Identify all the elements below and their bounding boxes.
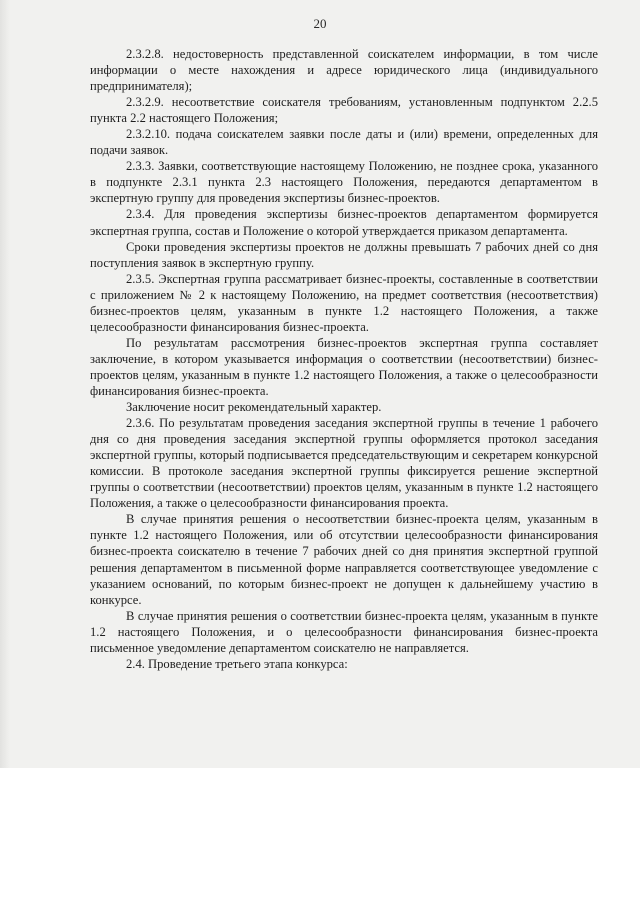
paragraph-2-3-5: 2.3.5. Экспертная группа рассматривает бизнес-проекты, составленные в соответствии с приложением № 2 к настоящему Положению, на предмет соответствия (несоответствия) бизнес-проектов целям, указанным в пункте 1.2 настоящего Положения, а также целесообразности финансирования бизнес-проекта. <box>90 271 598 334</box>
scan-edge-shadow <box>0 0 10 768</box>
page-number: 20 <box>313 16 327 31</box>
paragraph-2-3-4: 2.3.4. Для проведения экспертизы бизнес-проектов департаментом формируется экспертная группа, состав и Положение о которой утверждается приказом департамента. <box>90 207 598 238</box>
paragraph-rejection-case: В случае принятия решения о несоответствии бизнес-проекта целям, указанным в пункте 1.2 настоящего Положения, или об отсутствии целесообразности финансирования бизнес-проекта соискателю в течение 7 рабочих дней со дня принятия экспертной группой решения департаментом в письменной форме направляется соответствующее уведомление с указанием оснований, по которым бизнес-проект не допущен к дальнейшему участию в конкурсе. <box>90 512 598 607</box>
paragraph-2-3-2-9: 2.3.2.9. несоответствие соискателя требованиям, установленным подпунктом 2.2.5 пункта 2.2 настоящего Положения; <box>90 95 598 126</box>
paragraph-expert-conclusion: По результатам рассмотрения бизнес-проектов экспертная группа составляет заключение, в котором указывается информация о соответствии (несоответствии) бизнес-проектов целям, указанным в пункте 1.2 настоящего Положения, а также о целесообразности финансирования бизнес-проекта. <box>90 335 598 398</box>
paragraph-approval-case: В случае принятия решения о соответствии бизнес-проекта целям, указанным в пункте 1.2 настоящего Положения, и о целесообразности финансирования бизнес-проекта письменное уведомление департаментом соискателю не направляется. <box>90 608 598 655</box>
document-body <box>90 46 598 672</box>
paragraph-2-3-2-10: 2.3.2.10. подача соискателем заявки после даты и (или) времени, определенных для подачи заявок. <box>90 127 598 158</box>
paragraph-2-3-6: 2.3.6. По результатам проведения заседания экспертной группы в течение 1 рабочего дня со дня проведения заседания экспертной группы оформляется протокол заседания экспертной группы, который подписывается председательствующим и секретарем конкурсной комиссии. В протоколе заседания экспертной группы фиксируется решение экспертной группы о соответствии (несоответствии) проектов целям, указанным в пункте 1.2 настоящего Положения, а также о целесообразности финансирования проекта. <box>90 416 598 511</box>
paragraph-2-4: 2.4. Проведение третьего этапа конкурса: <box>126 656 348 671</box>
paragraph-expertise-deadline: Сроки проведения экспертизы проектов не должны превышать 7 рабочих дней со дня поступления заявок в экспертную группу. <box>90 239 598 270</box>
paragraph-2-3-2-8: 2.3.2.8. недостоверность представленной соискателем информации, в том числе информации о месте нахождения и адресе юридического лица (индивидуального предпринимателя); <box>90 47 598 94</box>
paragraph-recommendation-note: Заключение носит рекомендательный характер. <box>126 400 382 415</box>
paragraph-2-3-3: 2.3.3. Заявки, соответствующие настоящему Положению, не позднее срока, указанного в подпункте 2.3.1 пункта 2.3 настоящего Положения, передаются департаментом в экспертную группу для проведения экспертизы бизнес-проектов. <box>90 159 598 206</box>
